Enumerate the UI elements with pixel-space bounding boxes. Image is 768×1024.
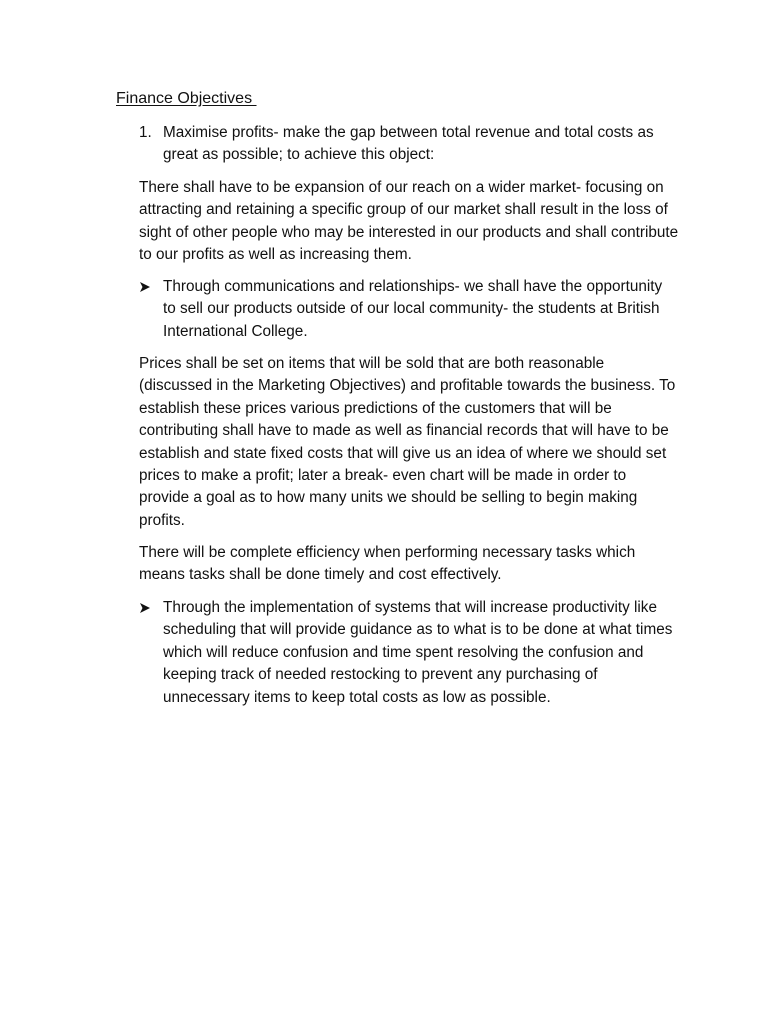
bullet-item-text: Through communications and relationships- we shall have the opportunity to sell our products outside of our local community- the students at British International College. — [163, 278, 663, 340]
arrowhead-bullet-icon — [139, 602, 151, 614]
list-number: 1. — [139, 124, 152, 141]
paragraph-efficiency: There will be complete efficiency when performing necessary tasks which means tasks shall be done timely and cost effectively. — [139, 544, 636, 584]
paragraph-prices: Prices shall be set on items that will be sold that are both reasonable (discussed in the Marketing Objectives) and profitable towards the business. To establish these prices various predictions of the customers that will be contributing shall have to made as well as financial records that will have to be establish and state fixed costs that will give us an idea of where we should set prices to make a profit; later a break- even chart will be made in order to provide a goal as to how many units we should be selling to begin making profits. — [139, 355, 676, 529]
bullet-item-communications — [139, 276, 679, 343]
arrowhead-bullet-icon — [139, 281, 151, 293]
bullet-item-text: Through the implementation of systems that will increase productivity like scheduling that will provide guidance as to what is to be done at what times which will reduce confusion and time spent resolving the confusion and keeping track of needed restocking to prevent any purchasing of unnecessary items to keep total costs as low as possible. — [163, 599, 673, 706]
list-item-text: Maximise profits- make the gap between total revenue and total costs as great as possible; to achieve this object: — [163, 124, 654, 164]
numbered-list-item — [139, 122, 679, 167]
bullet-item-systems — [139, 597, 679, 709]
page-title: Finance Objectives — [116, 90, 257, 107]
paragraph-market-expansion: There shall have to be expansion of our reach on a wider market- focusing on attracting and retaining a specific group of our market shall result in the loss of sight of other people who may be interested in our products and shall contribute to our profits as well as increasing them. — [139, 179, 679, 264]
